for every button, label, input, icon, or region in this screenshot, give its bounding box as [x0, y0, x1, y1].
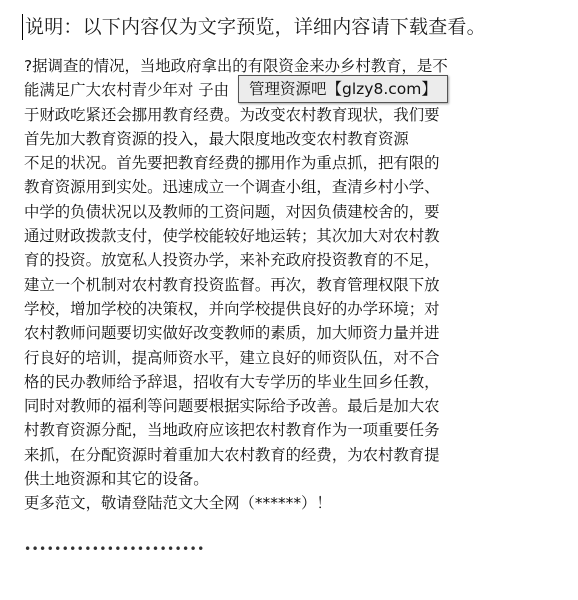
document-body	[24, 54, 558, 516]
body-line: 通过财政拨款支付，使学校能较好地运转；其次加大对农村教	[24, 227, 440, 246]
watermark-badge: 管理资源吧【glzy8.com】	[238, 75, 448, 103]
footer-link-text: 更多范文，敬请登陆范文大全网（******）！	[24, 494, 332, 513]
body-line: 不足的状况。首先要把教育经费的挪用作为重点抓，把有限的	[24, 154, 440, 173]
body-line: 格的民办教师给予辞退，招收有大专学历的毕业生回乡任教，	[24, 372, 440, 391]
body-line: 教育资源用到实处。迅速成立一个调查小组，查清乡村小学、	[24, 178, 440, 197]
body-line: 村教育资源分配，当地政府应该把农村教育作为一项重要任务	[24, 421, 440, 440]
body-line: 建立一个机制对农村教育投资监督。再次，教育管理权限下放	[24, 275, 440, 294]
body-line: 农村教师问题要切实做好改变教师的素质，加大师资力量并进	[24, 324, 440, 343]
preview-notice-text: 说明：以下内容仅为文字预览，详细内容请下载查看。	[25, 16, 486, 38]
body-line: 能满足广大农村青少年对 子由	[24, 81, 229, 100]
text-cursor	[22, 14, 23, 40]
body-line: 中学的负债状况以及教师的工资问题，对因负债建校舍的，要	[24, 202, 440, 221]
body-line: 同时对教师的福利等问题要根据实际给予改善。最后是加大农	[24, 397, 440, 416]
dotted-divider: ••••••••••••••••••••••••	[24, 542, 205, 556]
body-line: 行良好的培训，提高师资水平，建立良好的师资队伍，对不合	[24, 348, 440, 367]
body-line: ?据调查的情况，当地政府拿出的有限资金来办乡村教育，是不	[24, 57, 448, 75]
body-line: 学校，增加学校的决策权，并向学校提供良好的办学环境；对	[24, 299, 440, 318]
body-line: 首先加大教育资源的投入，最大限度地改变农村教育资源	[24, 129, 409, 148]
body-line: 于财政吃紧还会挪用教育经费。为改变农村教育现状，我们要	[24, 105, 440, 124]
preview-notice	[22, 14, 486, 40]
body-line: 供土地资源和其它的设备。	[24, 470, 209, 489]
body-line: 育的投资。放宽私人投资办学，来补充政府投资教育的不足，	[24, 251, 440, 270]
body-line: 来抓，在分配资源时着重加大农村教育的经费，为农村教育提	[24, 445, 440, 464]
